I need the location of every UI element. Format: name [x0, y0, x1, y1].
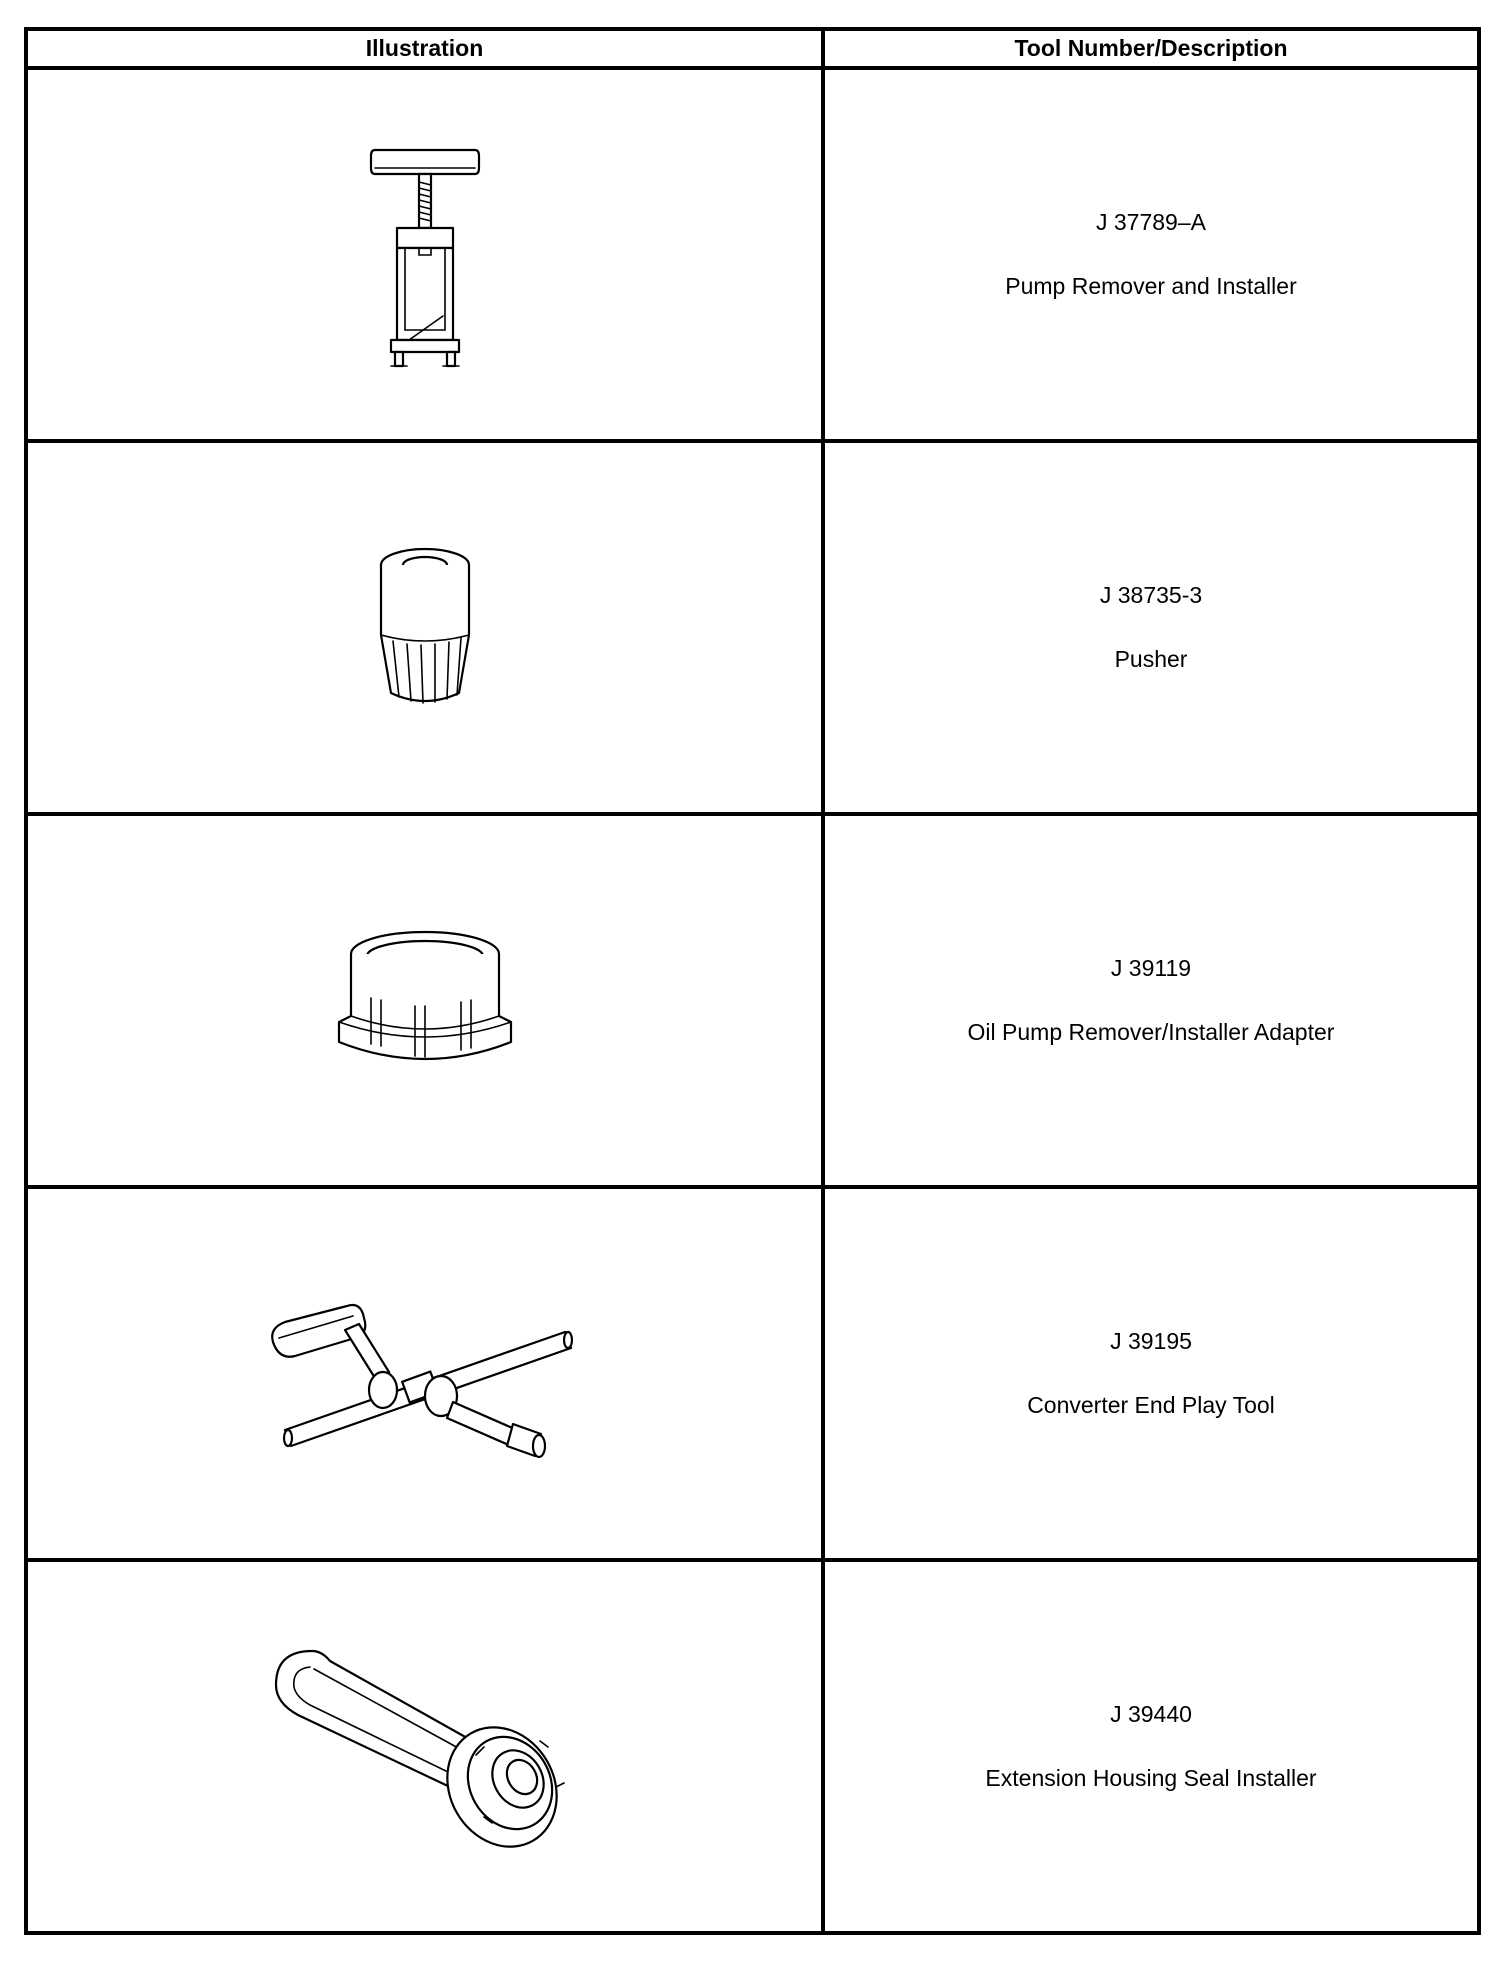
converter-end-play-tool-icon [255, 1284, 595, 1464]
description-cell [823, 441, 1479, 814]
pusher-icon [365, 543, 485, 713]
tool-name: Pump Remover and Installer [1005, 273, 1297, 299]
extension-housing-seal-installer-icon [270, 1637, 580, 1857]
header-illustration: Illustration [26, 29, 823, 68]
illustration-cell [26, 441, 823, 814]
table-row [26, 1187, 1479, 1560]
table-row [26, 814, 1479, 1187]
tool-number: J 39440 [1110, 1701, 1192, 1727]
description-cell [823, 1187, 1479, 1560]
tool-table [24, 27, 1481, 1935]
tool-number: J 37789–A [1096, 209, 1206, 235]
table-row [26, 68, 1479, 441]
tool-number: J 38735-3 [1099, 582, 1203, 608]
table-row [26, 441, 1479, 814]
pump-remover-installer-icon [325, 130, 525, 380]
illustration-cell [26, 814, 823, 1187]
tool-number: J 39195 [1110, 1328, 1192, 1354]
illustration-cell [26, 1560, 823, 1933]
tool-name: Pusher [1114, 646, 1188, 672]
tool-name: Extension Housing Seal Installer [985, 1765, 1317, 1791]
description-cell [823, 814, 1479, 1187]
description-cell [823, 1560, 1479, 1933]
oil-pump-adapter-icon [335, 926, 515, 1076]
tool-number: J 39119 [1110, 955, 1192, 981]
header-tool-description: Tool Number/Description [823, 29, 1479, 68]
header-row [26, 29, 1479, 68]
tool-name: Converter End Play Tool [1027, 1392, 1275, 1418]
table-row [26, 1560, 1479, 1933]
illustration-cell [26, 68, 823, 441]
illustration-cell [26, 1187, 823, 1560]
tool-name: Oil Pump Remover/Installer Adapter [967, 1019, 1335, 1045]
description-cell [823, 68, 1479, 441]
